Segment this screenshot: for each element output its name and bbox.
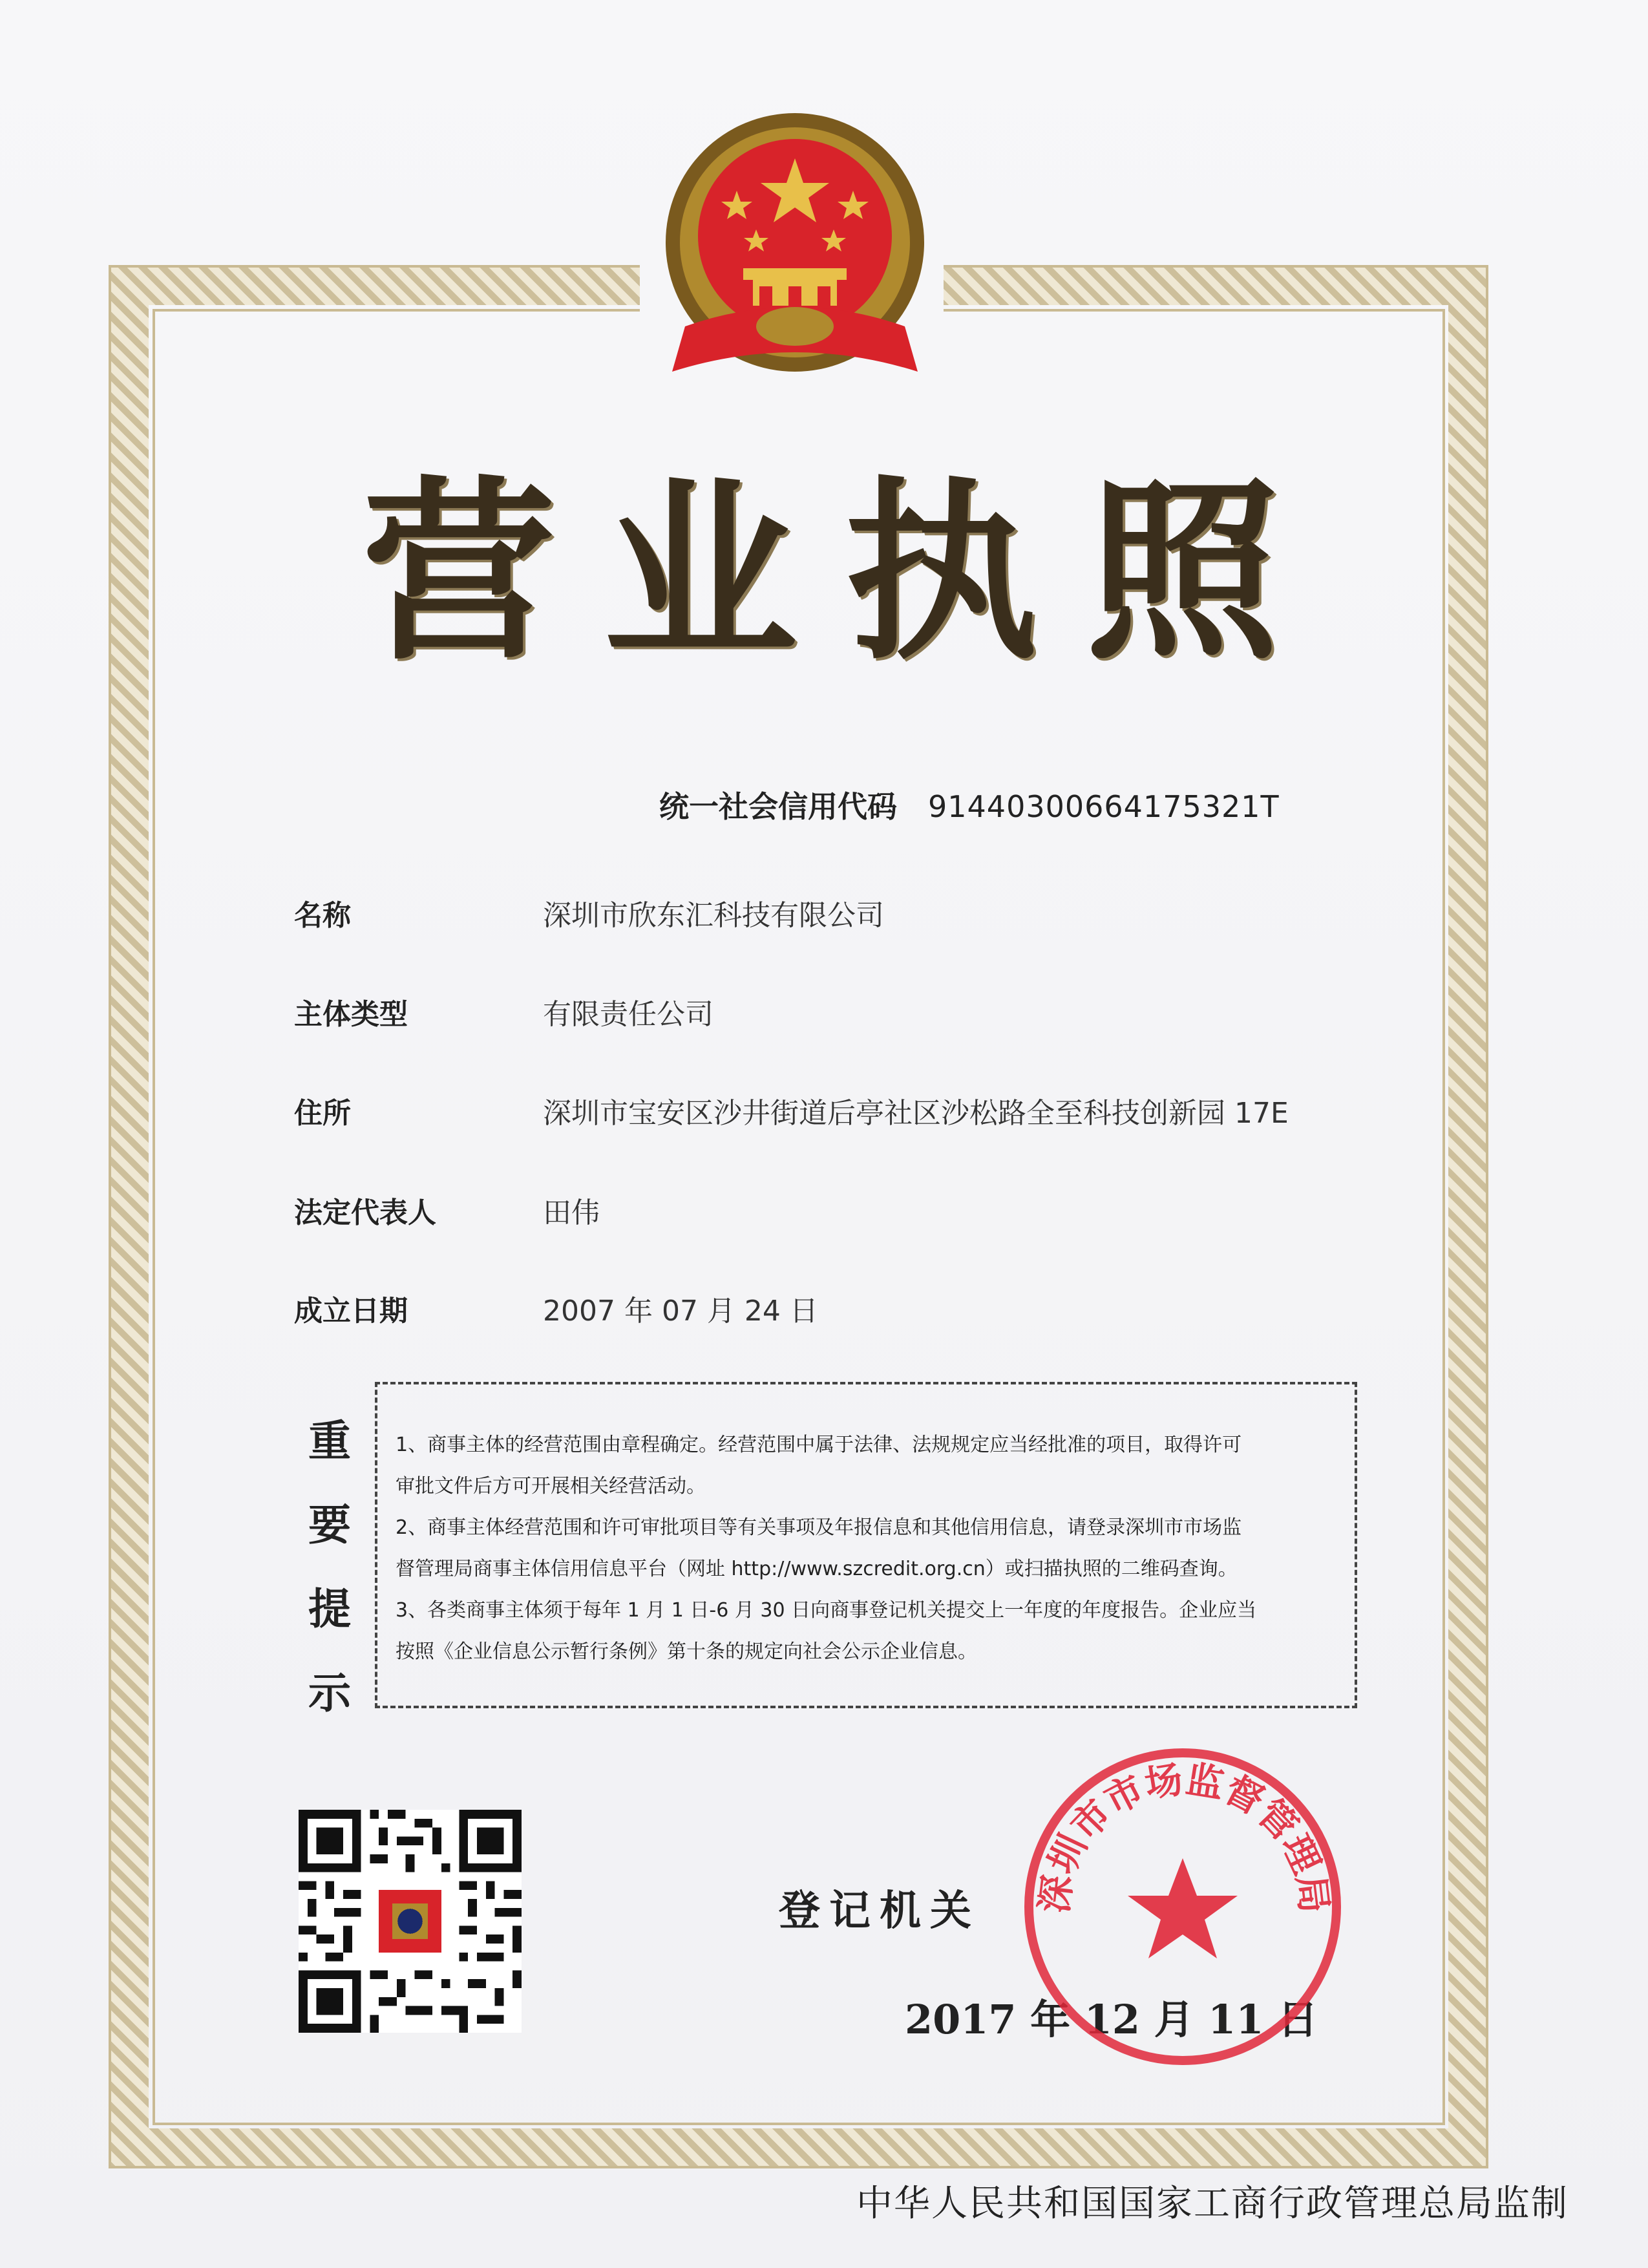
field-value: 2007 年 07 月 24 日 [543,1295,818,1328]
field-label: 法定代表人 [294,1196,436,1229]
title-char: 营 [362,458,556,686]
notice-heading-char: 要 [308,1500,351,1550]
qr-code-icon[interactable] [299,1810,522,2033]
registration-authority-label: 登记机关 [779,1887,980,1935]
notice-line: 审批文件后方可开展相关经营活动。 [396,1475,706,1498]
title-char: 业 [603,458,798,686]
official-seal-icon [1015,1739,1351,2075]
notice-box [375,1382,1357,1708]
footer-supervision: 中华人民共和国国家工商行政管理总局监制 [856,2183,1569,2225]
credit-code-label: 统一社会信用代码 [659,789,897,824]
field-value: 深圳市宝安区沙井街道后亭社区沙松路全至科技创新园 17E [543,1097,1289,1130]
notice-heading-char: 示 [308,1668,351,1718]
notice-line: 督管理局商事主体信用信息平台（网址 http://www.szcredit.org.cn）或扫描执照的二维码查询。 [396,1558,1238,1580]
license-title [362,458,1280,686]
field-value: 深圳市欣东汇科技有限公司 [543,899,884,932]
field-label: 住所 [294,1097,351,1130]
field-label: 主体类型 [294,998,408,1031]
field-label: 成立日期 [294,1295,408,1328]
notice-line: 1、商事主体的经营范围由章程确定。经营范围中属于法律、法规规定应当经批准的项目，取得许可 [396,1434,1242,1456]
title-char: 执 [844,458,1039,686]
notice-heading-char: 提 [308,1584,351,1634]
field-value: 田伟 [543,1196,600,1229]
national-emblem-icon [646,113,944,397]
title-char: 照 [1085,458,1280,686]
seal-text: 深圳市市场监督管理局 [1031,1757,1337,1916]
notice-heading-char: 重 [308,1416,351,1466]
notice-line: 3、各类商事主体须于每年 1 月 1 日-6 月 30 日向商事登记机关提交上一年度的年度报告。企业应当 [396,1599,1257,1622]
field-label: 名称 [294,899,351,932]
registration-date: 2017 年 12 月 11 日 [905,1996,1318,2043]
credit-code-line [659,783,1280,826]
notice-line: 按照《企业信息公示暂行条例》第十条的规定向社会公示企业信息。 [396,1640,977,1663]
field-value: 有限责任公司 [543,998,713,1031]
notice-line: 2、商事主体经营范围和许可审批项目等有关事项及年报信息和其他信用信息，请登录深圳市市场监 [396,1516,1242,1539]
notice-heading [304,1399,355,1735]
credit-code-value: 91440300664175321T [928,789,1280,824]
